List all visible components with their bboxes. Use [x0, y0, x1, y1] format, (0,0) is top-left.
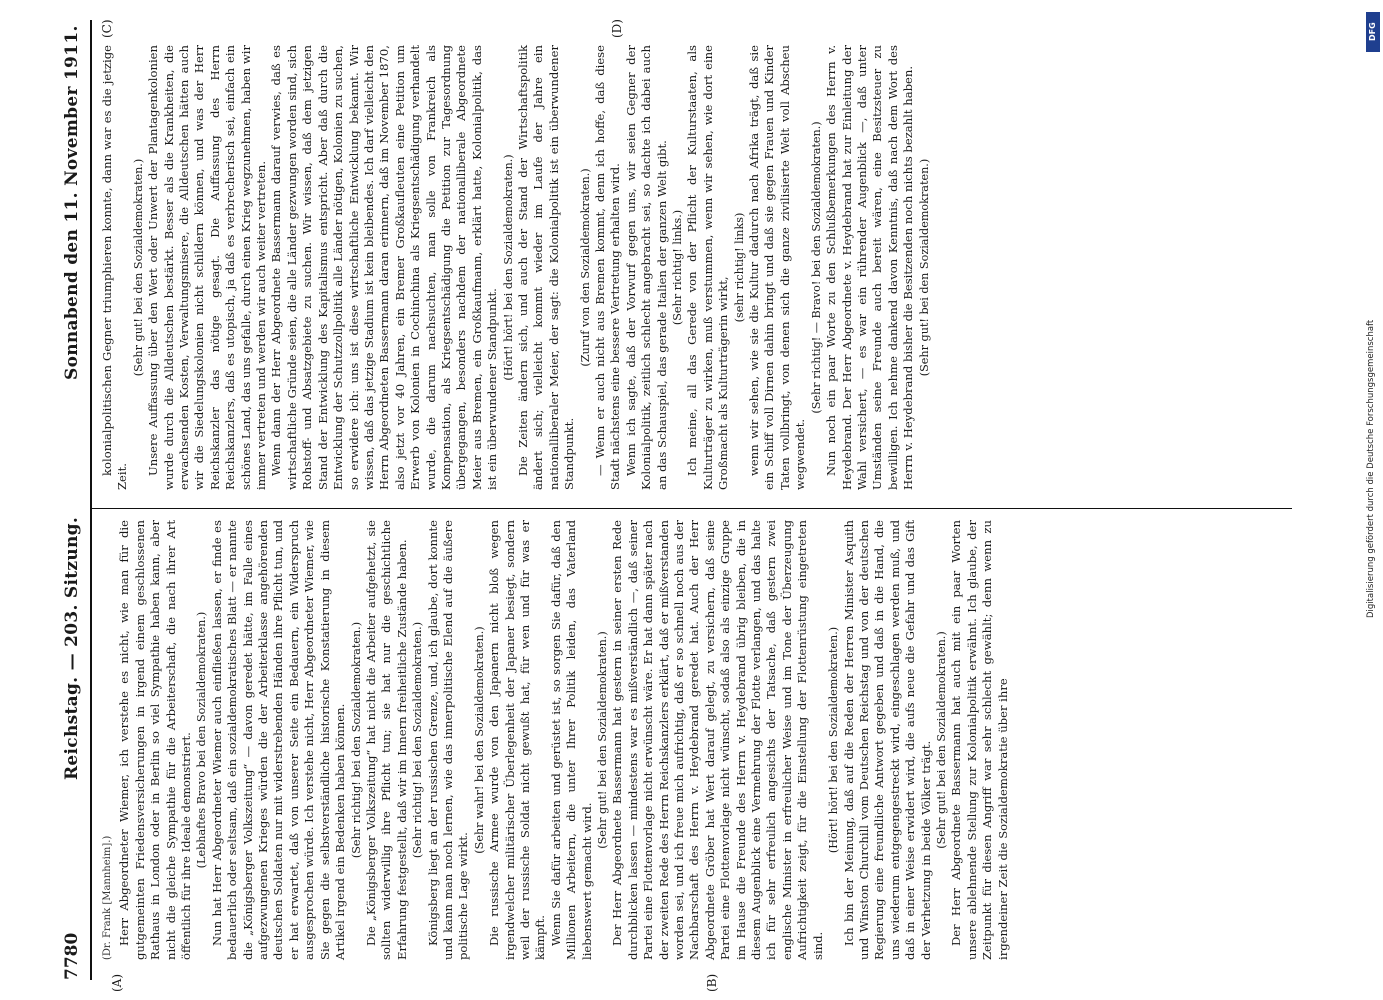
speech-paragraph: Wenn ich sagte, daß der Vorwurf gegen uns, wir seien Gegner der Kolonialpolitik, zeitlich schlecht angebracht sei, so dachte ich dabei auch an das Schauspiel, das gerade Italien der ganzen Welt gibt.	[623, 45, 669, 490]
right-paragraphs	[100, 45, 932, 490]
left-column	[100, 520, 1011, 960]
margin-marker-d: (D)	[610, 19, 624, 38]
reaction-line: (Sehr gut! bei den Sozialdemokraten.)	[596, 631, 609, 849]
speech-paragraph: Ich bin der Meinung, daß auf die Reden der Herren Minister Asquith und Winston Churchill vom Deutschen Reichstag und von der deutschen Regierung eine freundliche Antwort gegeben und daß in die Hand, die uns wiederum entgegengestreckt wird, eingeschlagen werden muß, und daß in einer Weise erwidert wird, die aufs neue die Gefahr und das Gift der Verhetzung in beide Völker trägt.	[841, 520, 933, 960]
speech-paragraph: kolonialpolitischen Gegner triumphieren konnte, dann war es die jetzige Zeit.	[100, 45, 130, 490]
speech-paragraph: Nun noch ein paar Worte zu den Schlußbemerkungen des Herrn v. Heydebrand. Der Herr Abgeordnete v. Heydebrand hat zur Einleitung der Wahl versichert, — es war ein rührender Augenblick —, daß unter Umständen seine Freunde auch bereit wären, eine Besitzsteuer zu bewilligen. Ich nehme dankend davon Kenntnis, daß nach dem Wort des Herrn v. Heydebrand bisher die Besitzenden noch nichts bezahlt haben.	[824, 45, 916, 490]
speech-paragraph: Herr Abgeordneter Wiemer, ich verstehe es nicht, wie man für die gutgemeinten Friedensversicherungen in irgend einem geschlossenen Rathaus in London oder in Berlin so viel Sympathie haben kann, aber nicht die gleiche Sympathie für die Arbeiterschaft, die nach ihrer Art öffentlich für ihre Ideale demonstriert.	[117, 520, 194, 960]
speech-paragraph: Der Herr Abgeordnete Bassermann hat gestern in seiner ersten Rede durchblicken lassen — mindestens war es mißverständlich —, daß seiner Partei eine Flottenvorlage nicht erwünscht wäre. Er hat dann später nach der zweiten Rede des Herrn Reichskanzlers erklärt, daß er mißverstanden worden sei, und ich freue mich aufrichtig, daß er so schnell noch aus der Nachbarschaft des Herrn v. Heydebrand geredet hat. Auch der Herr Abgeordnete Gröber hat Wert darauf gelegt, zu versichern, daß seine Partei eine Flottenvorlage nicht wünscht, sodaß also als einzige Gruppe im Hause die Freunde des Herrn v. Heydebrand übrig bleiben, die in diesem Augenblick eine Vermehrung der Flotte verlangen, und das halte ich für sehr erfreulich angesichts der Tatsache, daß gestern zwei englische Minister in erfreulicher Weise und im Tone der Überzeugung Aufrichtigkeit zeigt, für die Einstellung der Flottenrüstung eingetreten sind.	[610, 520, 825, 960]
speech-paragraph: — Wenn er auch nicht aus Bremen kommt, denn ich hoffe, daß diese Stadt nächstens eine bessere Vertretung erhalten wird.	[593, 45, 623, 490]
reaction-line: (Zuruf von den Sozialdemokraten.)	[578, 168, 592, 367]
digitization-sidenote	[1365, 6, 1381, 996]
reaction-line: (Hört! hört! bei den Sozialdemokraten.)	[501, 154, 515, 381]
reaction-line: (sehr richtig! links)	[732, 212, 746, 323]
margin-marker-c: (C)	[100, 19, 114, 38]
reaction-line: (Sehr richtig! bei den Sozialdemokraten.)	[349, 621, 363, 859]
reaction-line: (Sehr gut! bei den Sozialdemokraten.)	[934, 631, 948, 849]
speech-paragraph: Wenn dann der Herr Abgeordnete Bassermann darauf verwies, daß es wirtschaftliche Gründe seien, die alle Länder gezwungen worden sind, sich Rohstoff- und Absatzgebiete zu suchen. Wir wissen, daß dem jetzigen Stand der Entwicklung des Kapitalismus entspricht. Aber daß durch die Entwicklung der Schutzzollpolitik alle Länder nötigen, Kolonien zu suchen, so erwidere ich: uns ist diese wirtschaftliche Entwicklung bekannt. Wir wissen, daß das jetzige Stadium ist kein bleibendes. Ich darf vielleicht den Herrn Abgeordneten Bassermann daran erinnern, daß im November 1870, also jetzt vor 40 Jahren, ein Bremer Großkaufleuten eine Petition um Erwerb von Kolonien in Cochinchina als Kriegsentschädigung verhandelt wurde, die darum nachsuchten, man solle von Frankreich als Kompensation, als Kriegsentschädigung die Petition zur Tagesordnung übergegangen, besonders nachdem der nationalliberale Abgeordnete Meier aus Bremen, ein Großkaufmann, erklärt hatte, Kolonialpolitik, das ist ein überwundener Standpunkt.	[269, 45, 500, 490]
dfg-logo: DFG	[1366, 12, 1380, 52]
speech-paragraph: Die „Königsberger Volkszeitung“ hat nicht die Arbeiter aufgehetzt, sie sollten widerwillig ihre Pflicht tun; sie hat nur die geschichtliche Erfahrung festgestellt, daß wir im Innern freiheitliche Zustände haben.	[363, 520, 409, 960]
reaction-line: (Sehr richtig! links.)	[671, 209, 685, 326]
speech-paragraph: Königsberg liegt an der russischen Grenze, und, ich glaube, dort konnte und kann man noch lernen, wie das innerpolitische Elend auf die äußere politische Lage wirkt.	[425, 520, 471, 960]
speech-paragraph: Nun hat Herr Abgeordneter Wiemer auch einfließen lassen, er finde es bedauerlich oder seltsam, daß ein sozialdemokratisches Blatt — er nannte die „Königsberger Volkszeitung“ — davon geredet hätte, im Falle eines aufgezwungenen Krieges würden die der Arbeiterklasse angehörenden deutschen Soldaten nur mit widerstrebenden Händen ihre Pflicht tun, und er hat erwartet, daß von unserer Seite ein Bedauern, ein Widerspruch ausgesprochen würde. Ich verstehe nicht, Herr Abgeordneter Wiemer, wie Sie gegen die selbstverständliche historische Konstatierung in diesem Artikel irgend ein Bedenken haben können.	[209, 520, 348, 960]
reaction-line: (Hört! hört! bei den Sozialdemokraten.)	[827, 626, 841, 854]
page-header	[56, 20, 86, 980]
speech-paragraph: Die russische Armee wurde von den Japanern nicht bloß wegen irgendwelcher militärischer Überlegenheit der Japaner besiegt, sondern weil der russische Soldat nicht gewußt hat, für wen und für was er kämpft.	[487, 520, 548, 960]
reaction-line: (Lebhaftes Bravo bei den Sozialdemokraten.)	[195, 611, 209, 869]
speech-paragraph: Die Zeiten ändern sich, und auch der Stand der Wirtschaftspolitik ändert sich; vielleicht kommt wieder im Laufe der Jahre ein nationalliberaler Meier, der sagt: die Kolonialpolitik ist ein überwundener Standpunkt.	[515, 45, 577, 490]
page-number: 7780	[62, 932, 82, 980]
speech-paragraph: Wenn Sie dafür arbeiten und gerüstet ist, so sorgen Sie dafür, daß den Millionen Arbeitern, die unter Ihrer Politik leiden, das Vaterland liebenswert gemacht wird.	[548, 520, 594, 960]
speech-paragraph: wenn wir sehen, wie sie die Kultur dadurch nach Afrika trägt, daß sie ein Schiff voll Dirnen dahin bringt und daß sie gegen Frauen und Kinder Taten vollbringt, von denen sich die ganze zivilisierte Welt voll Abscheu wegwendet.	[747, 45, 808, 490]
reaction-line: (Sehr gut! bei den Sozialdemokraten.)	[131, 158, 145, 377]
digitization-credit: Digitalisierung gefördert durch die Deutsche Forschungsgemeinschaft	[1366, 319, 1376, 618]
right-column	[100, 45, 932, 490]
speech-paragraph: Ich meine, all das Gerede von der Pflicht der Kulturstaaten, als Kulturträger zu wirken, muß verstummen, wenn wir sehen, wie dort eine Großmacht als Kulturträgerin wirkt,	[685, 45, 731, 490]
reaction-line: (Sehr wahr! bei den Sozialdemokraten.)	[472, 626, 486, 854]
session-date: Sonnabend den 11. November 1911.	[62, 25, 82, 380]
reaction-line: (Sehr richtig! bei den Sozialdemokraten.)	[411, 621, 425, 859]
header-rule	[90, 20, 92, 980]
speaker-tag: (Dr. Frank [Mannheim].)	[102, 835, 113, 960]
margin-marker-b: (B)	[705, 973, 719, 992]
session-title: Reichstag. — 203. Sitzung.	[62, 516, 82, 780]
speech-paragraph: Der Herr Abgeordnete Bassermann hat auch mit ein paar Worten unsere ablehnende Stellung zur Kolonialpolitik erwähnt. Ich glaube, der Zeitpunkt für diesen Angriff war sehr schlecht gewählt; denn wenn zu irgendeiner Zeit die Sozialdemokratie über ihre	[949, 520, 1010, 960]
speech-paragraph: Unsere Auffassung über den Wert oder Unwert der Plantagenkolonien wurde durch die Alldeutschen bestärkt. Besser als die Krankheiten, die erwachsenden Kosten, Verwaltungsmisere, die Alldeutschen hätten auch wir die Siedelungskolonien nicht schildern können, und was der Herr Reichskanzler das nötige gesagt. Die Auffassung des Herrn Reichskanzlers, daß es utopisch, ja daß es verbrecherisch sei, einfach ein schönes Land, das uns gefalle, durch einen Krieg wegzunehmen, haben wir immer vertreten und werden wir auch weiter vertreten.	[146, 45, 269, 490]
reaction-line: (Sehr gut! bei den Sozialdemokraten.)	[917, 158, 931, 377]
column-rule	[92, 508, 1292, 509]
left-paragraphs	[117, 520, 1011, 960]
reaction-line: (Sehr richtig! — Bravo! bei den Sozialdemokraten.)	[809, 121, 823, 414]
margin-marker-a: (A)	[110, 973, 124, 992]
